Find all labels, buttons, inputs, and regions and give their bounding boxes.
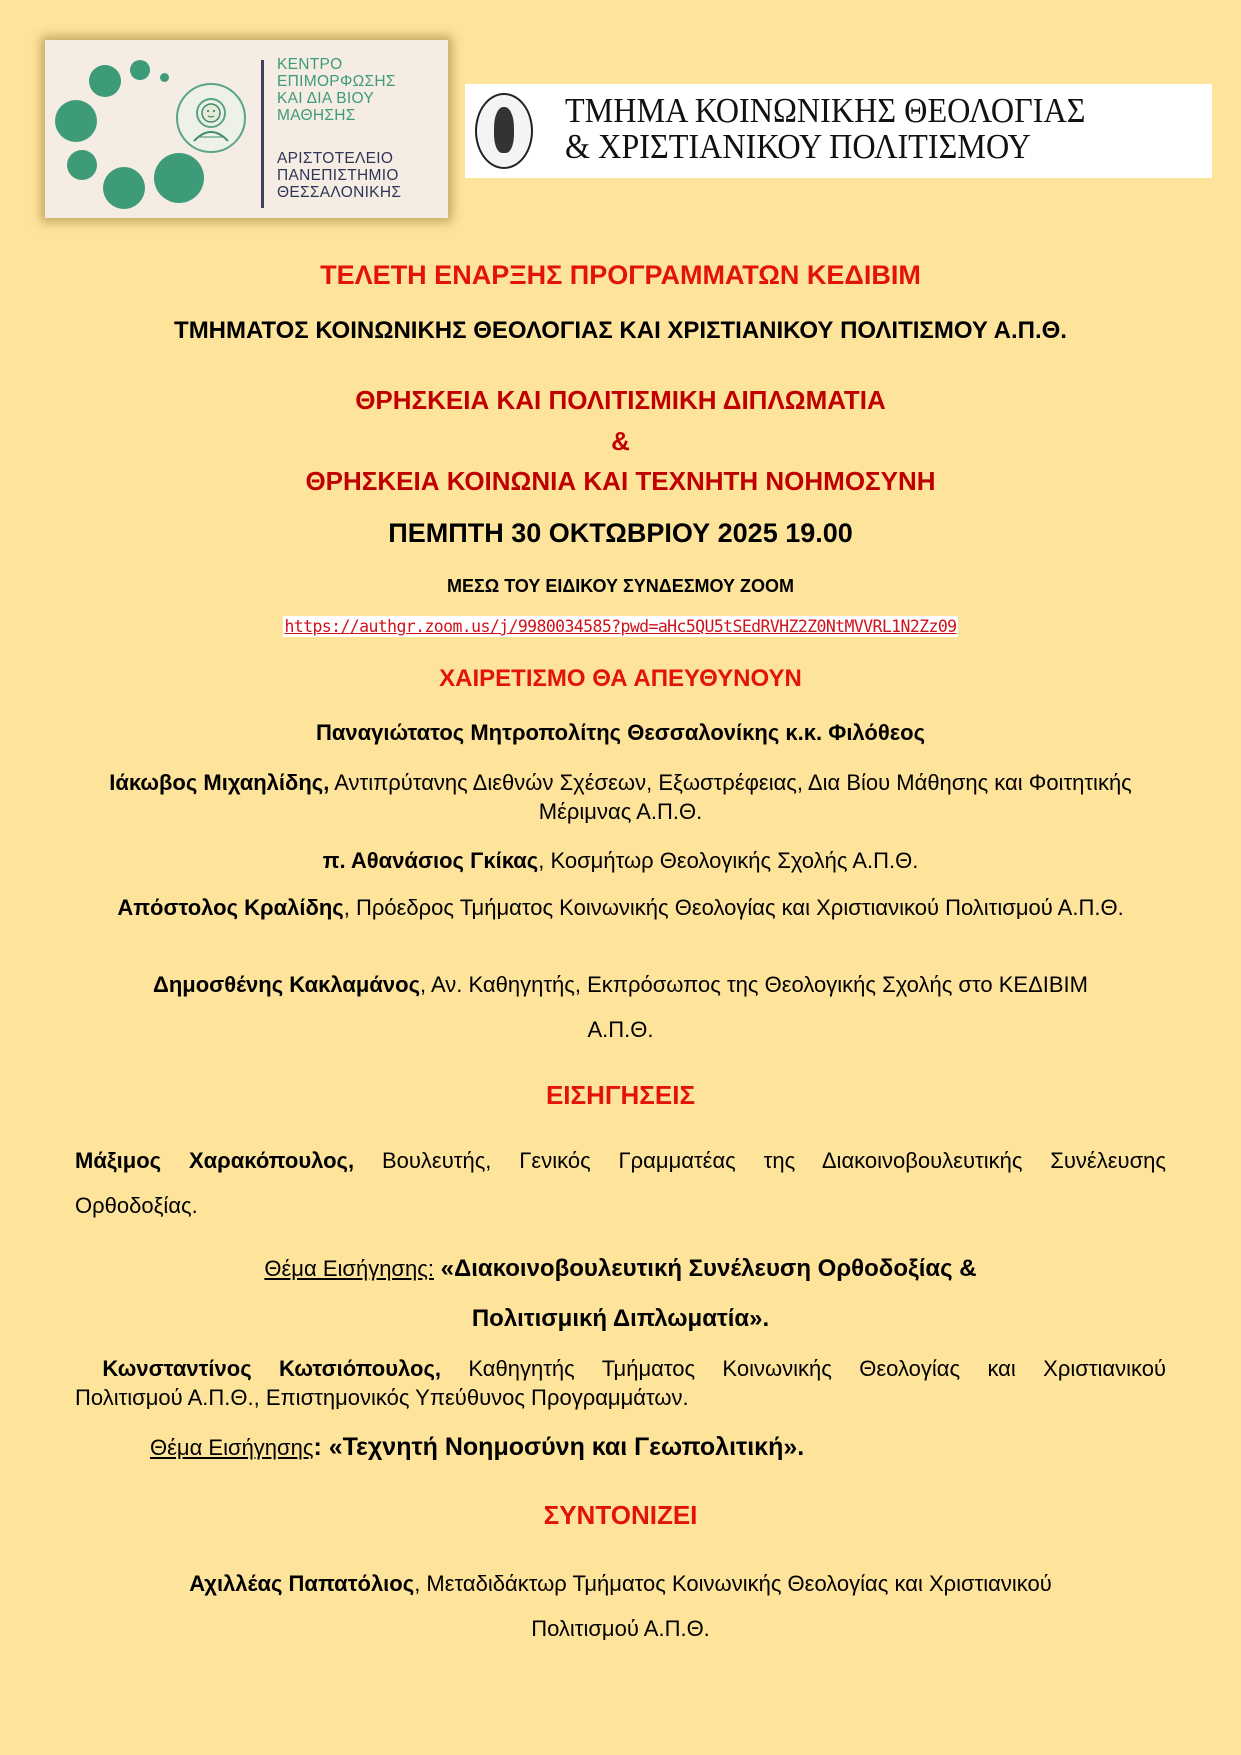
moderator	[0, 1569, 1241, 1598]
kedivim-name	[277, 56, 447, 124]
greeting-item	[90, 768, 1151, 826]
zoom-link[interactable]: https://authgr.zoom.us/j/9980034585?pwd=aHc5QU5tSEdRVHZ2Z0NtMVVRL1N2Zz09	[284, 617, 957, 636]
logo-dot	[89, 65, 121, 97]
speaker-name: π. Αθανάσιος Γκίκας	[322, 848, 539, 873]
program-ampersand: &	[611, 426, 630, 456]
logo-dot	[160, 73, 169, 82]
logo-divider	[261, 60, 264, 208]
greetings-heading: ΧΑΙΡΕΤΙΣΜΟ ΘΑ ΑΠΕΥΘΥΝΟΥΝ	[439, 665, 802, 692]
logo-dot	[55, 100, 97, 142]
speaker-name: Κωνσταντίνος Κωτσιόπουλος,	[102, 1356, 441, 1381]
logo-dot	[103, 167, 145, 209]
topic-label: Θέμα Εισήγησης:	[264, 1256, 434, 1281]
university-name	[277, 150, 447, 201]
department-logo-title	[565, 93, 1085, 165]
moderator-role: , Μεταδιδάκτωρ Τμήματος Κοινωνικής Θεολογίας και Χριστιανικού	[414, 1571, 1052, 1596]
talk-topic	[150, 1433, 804, 1462]
speaker-role: , Κοσμήτωρ Θεολογικής Σχολής Α.Π.Θ.	[538, 848, 919, 873]
speaker-role: Βουλευτής, Γενικός Γραμματέας της Διακοινοβουλευτικής Συνέλευσης	[354, 1148, 1166, 1173]
program-title-2: ΘΡΗΣΚΕΙΑ ΚΟΙΝΩΝΙΑ ΚΑΙ ΤΕΧΝΗΤΗ ΝΟΗΜΟΣΥΝΗ	[305, 466, 936, 496]
speaker-role: , Πρόεδρος Τμήματος Κοινωνικής Θεολογίας και Χριστιανικού Πολιτισμού Α.Π.Θ.	[343, 895, 1124, 920]
topic-title: : «Τεχνητή Νοημοσύνη και Γεωπολιτική».	[313, 1433, 805, 1461]
logo-text-line: ΚΑΙ ΔΙΑ ΒΙΟΥ	[277, 90, 375, 107]
logo-title-line: ΤΜΗΜΑ ΚΟΙΝΩΝΙΚΗΣ ΘΕΟΛΟΓΙΑΣ	[565, 91, 1086, 130]
event-date: ΠΕΜΠΤΗ 30 ΟΚΤΩΒΡΙΟΥ 2025 19.00	[388, 518, 853, 548]
talk-topic-continued: Πολιτισμική Διπλωματία».	[471, 1305, 770, 1332]
speaker-name: Ιάκωβος Μιχαηλίδης,	[109, 770, 330, 795]
speaker-name: Μάξιμος Χαρακόπουλος,	[75, 1148, 355, 1173]
philosopher-coin-icon	[475, 93, 533, 169]
kedivim-logo	[45, 40, 448, 218]
speaker-role: , Αν. Καθηγητής, Εκπρόσωπος της Θεολογικής Σχολής στο ΚΕΔΙΒΙΜ	[420, 972, 1088, 997]
zoom-label: ΜΕΣΩ ΤΟΥ ΕΙΔΙΚΟΥ ΣΥΝΔΕΣΜΟΥ ZOOM	[446, 576, 795, 596]
event-title: ΤΕΛΕΤΗ ΕΝΑΡΞΗΣ ΠΡΟΓΡΑΜΜΑΤΩΝ ΚΕΔΙΒΙΜ	[320, 260, 921, 290]
logo-dot	[130, 60, 150, 80]
talks-heading: ΕΙΣΗΓΗΣΕΙΣ	[545, 1080, 696, 1110]
talk-speaker	[75, 1354, 1166, 1383]
moderator-heading: ΣΥΝΤΟΝΙΖΕΙ	[543, 1500, 698, 1530]
talk-speaker	[75, 1146, 1166, 1175]
speaker-role: Καθηγητής Τμήματος Κοινωνικής Θεολογίας και Χριστιανικού	[441, 1356, 1166, 1381]
logo-text-line: ΘΕΣΣΑΛΟΝΙΚΗΣ	[277, 184, 402, 201]
logo-dot	[154, 153, 204, 203]
greeting-item	[80, 893, 1161, 922]
logo-text-line: ΠΑΝΕΠΙΣΤΗΜΙΟ	[277, 167, 399, 184]
speaker-role-continued: Ορθοδοξίας.	[75, 1193, 198, 1218]
program-title-1: ΘΡΗΣΚΕΙΑ ΚΑΙ ΠΟΛΙΤΙΣΜΙΚΗ ΔΙΠΛΩΜΑΤΙΑ	[355, 385, 886, 415]
speaker-role-continued: Πολιτισμού Α.Π.Θ., Επιστημονικός Υπεύθυνος Προγραμμάτων.	[75, 1385, 689, 1410]
speaker-role-continued: Α.Π.Θ.	[587, 1017, 654, 1042]
logo-text-line: ΕΠΙΜΟΡΦΩΣΗΣ	[277, 73, 396, 90]
greeting-metropolitan: Παναγιώτατος Μητροπολίτης Θεσσαλονίκης κ.κ. Φιλόθεος	[315, 720, 926, 745]
logo-title-line: & ΧΡΙΣΤΙΑΝΙΚΟΥ ΠΟΛΙΤΙΣΜΟΥ	[565, 127, 1031, 166]
talk-topic	[0, 1255, 1241, 1283]
logo-text-line: ΜΑΘΗΣΗΣ	[277, 107, 356, 124]
zoom-link-row	[0, 617, 1241, 636]
university-seal-icon	[176, 83, 246, 153]
speaker-name: Απόστολος Κραλίδης	[117, 895, 344, 920]
logo-dot	[67, 150, 97, 180]
speaker-name: Δημοσθένης Κακλαμάνος	[153, 972, 421, 997]
department-logo	[465, 84, 1212, 178]
department-name: ΤΜΗΜΑΤΟΣ ΚΟΙΝΩΝΙΚΗΣ ΘΕΟΛΟΓΙΑΣ ΚΑΙ ΧΡΙΣΤΙΑΝΙΚΟΥ ΠΟΛΙΤΙΣΜΟΥ Α.Π.Θ.	[174, 317, 1067, 344]
topic-label: Θέμα Εισήγησης	[150, 1435, 314, 1460]
speaker-role: Αντιπρύτανης Διεθνών Σχέσεων, Εξωστρέφειας, Δια Βίου Μάθησης και Φοιτητικής Μέριμνας Α.Π.Θ.	[329, 770, 1132, 824]
logo-text-line: ΑΡΙΣΤΟΤΕΛΕΙΟ	[277, 150, 394, 167]
greeting-item	[0, 970, 1241, 999]
topic-title: «Διακοινοβουλευτική Συνέλευση Ορθοδοξίας &	[433, 1255, 977, 1282]
logo-text-line: ΚΕΝΤΡΟ	[277, 56, 343, 73]
greeting-item	[0, 846, 1241, 875]
moderator-name: Αχιλλέας Παπατόλιος	[189, 1571, 415, 1596]
moderator-role-continued: Πολιτισμού Α.Π.Θ.	[531, 1616, 710, 1641]
